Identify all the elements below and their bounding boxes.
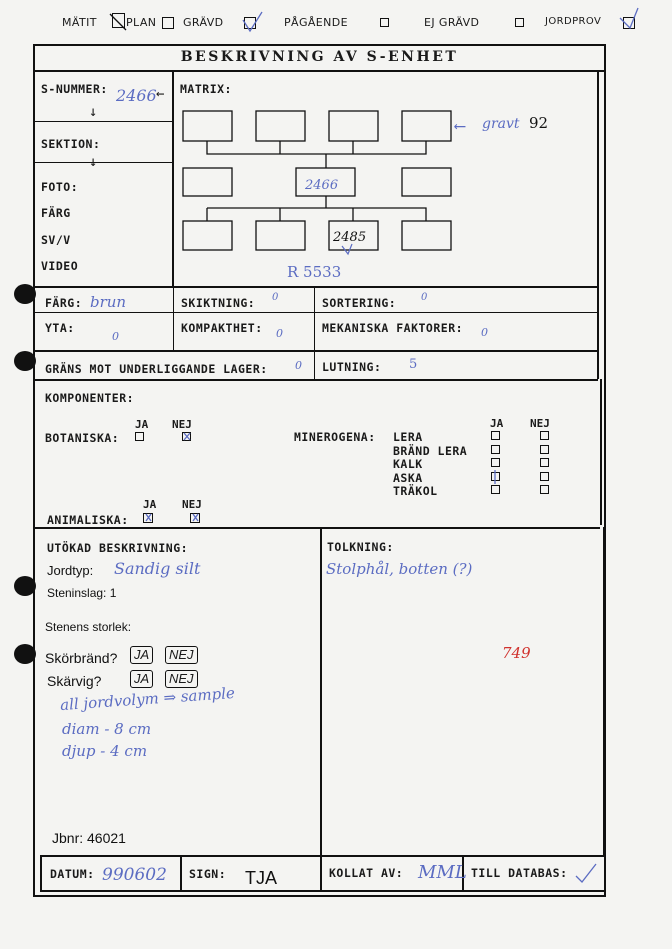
form-title: BESKRIVNING AV S-ENHET <box>180 49 459 65</box>
note-line-3: djup - 4 cm <box>62 742 148 760</box>
skorbrand-ja[interactable]: JA <box>130 646 153 664</box>
skarvig-nej[interactable]: NEJ <box>165 670 198 688</box>
ani-nej-header: NEJ <box>182 498 202 511</box>
option-jordprov: JORDPROV <box>545 16 602 27</box>
ani-ja-header: JA <box>143 498 157 511</box>
option-pagaende: PÅGÅENDE <box>284 16 349 29</box>
value-skiktning: 0 <box>272 292 279 303</box>
gravt-number: 92 <box>529 114 549 132</box>
value-sign: TJA <box>245 868 278 888</box>
divider-row-yta <box>33 312 598 313</box>
option-plan: PLAN <box>126 16 157 29</box>
min-item-aska: ASKA <box>393 471 423 485</box>
footer-divider-1 <box>180 855 182 890</box>
min-item-brand-lera: BRÄND LERA <box>393 444 468 458</box>
label-skiktning: SKIKTNING: <box>181 296 256 310</box>
min-item-lera: LERA <box>393 430 423 444</box>
check-icon <box>574 862 598 884</box>
prop-divider-2 <box>314 286 315 379</box>
value-datum: 990602 <box>102 865 167 885</box>
value-grans: 0 <box>295 359 302 372</box>
label-video: VIDEO <box>41 259 79 273</box>
jordtyp-value: Sandig silt <box>114 559 201 578</box>
label-mekaniska: MEKANISKA FAKTORER: <box>322 321 464 335</box>
label-matrix: MATRIX: <box>180 82 232 96</box>
label-botaniska: BOTANISKA: <box>45 431 120 445</box>
label-utokad: UTÖKAD BESKRIVNING: <box>47 541 189 555</box>
value-kompakthet: 0 <box>276 327 283 340</box>
divider-row-grans <box>33 350 598 352</box>
jbnr: Jbnr: 46021 <box>52 830 126 846</box>
option-gravd: GRÄVD <box>183 16 224 29</box>
value-lutning: 5 <box>409 357 418 372</box>
stenens-storlek: Stenens storlek: <box>45 620 132 634</box>
label-foto: FOTO: <box>41 180 79 194</box>
label-till-databas: TILL DATABAS: <box>471 866 568 880</box>
min-ja-header: JA <box>490 417 504 430</box>
footer-bottom-line <box>40 890 606 892</box>
utokad-tolkning-divider <box>320 527 322 855</box>
r-number: R 5533 <box>287 263 342 281</box>
arrow-down-icon: ↓ <box>89 104 98 120</box>
label-farg-left: FÄRG <box>41 206 71 220</box>
label-lutning: LUTNING: <box>322 360 382 374</box>
value-s-nummer: 2466 <box>116 86 157 105</box>
label-kollat: KOLLAT AV: <box>329 866 404 880</box>
skorbrand-nej[interactable]: NEJ <box>165 646 198 664</box>
option-matit: MÄTIT <box>62 16 97 29</box>
note-line-2: diam - 8 cm <box>62 720 152 738</box>
arrow-left-icon-2: ⟵ <box>455 116 465 135</box>
min-nej-header: NEJ <box>530 417 550 430</box>
value-mekaniska: 0 <box>481 326 488 339</box>
arrow-left-icon: ← <box>156 86 165 102</box>
label-datum: DATUM: <box>50 867 95 881</box>
bot-ja-header: JA <box>135 418 149 431</box>
tolkning-right-border <box>603 527 605 855</box>
label-sektion: SEKTION: <box>41 137 101 151</box>
skarvig-label: Skärvig? <box>47 673 102 689</box>
label-animaliska: ANIMALISKA: <box>47 513 129 527</box>
matrix-center-value: 2466 <box>305 178 339 193</box>
note-line-1: all jordvolym ⇒ sample <box>59 683 236 715</box>
punch-hole-1 <box>14 284 36 304</box>
arrow-down-icon-2: ↓ <box>89 154 98 170</box>
komponenter-marks <box>0 380 672 530</box>
footer-divider-2 <box>320 855 322 890</box>
value-farg: brun <box>90 293 127 311</box>
steninslag: Steninslag: 1 <box>47 586 117 600</box>
skorbrand-label: Skörbränd? <box>45 650 118 666</box>
tolkning-value: Stolphål, botten (?) <box>326 560 473 578</box>
footer-left-border <box>40 855 42 890</box>
bot-nej-header: NEJ <box>172 418 192 431</box>
gravt-note: gravt <box>482 116 520 132</box>
label-minerogena: MINEROGENA: <box>294 430 376 444</box>
label-farg: FÄRG: <box>45 296 83 310</box>
red-number: 749 <box>502 644 531 662</box>
min-item-kalk: KALK <box>393 457 423 471</box>
value-yta: 0 <box>112 330 119 343</box>
footer-top-line <box>40 855 606 857</box>
label-sign: SIGN: <box>189 867 227 881</box>
option-ej-gravd: EJ GRÄVD <box>424 16 480 29</box>
matrix-bottom-value: 2485 <box>333 230 367 245</box>
label-grans: GRÄNS MOT UNDERLIGGANDE LAGER: <box>45 362 268 376</box>
punch-hole-3 <box>14 576 36 596</box>
label-sv-v: SV/V <box>41 233 71 247</box>
label-komponenter: KOMPONENTER: <box>45 391 135 405</box>
punch-hole-2 <box>14 351 36 371</box>
value-sortering: 0 <box>421 292 428 303</box>
label-s-nummer: S-NUMMER: <box>41 82 108 96</box>
value-kollat: MML <box>418 862 467 883</box>
punch-hole-4 <box>14 644 36 664</box>
prop-divider-1 <box>173 286 174 350</box>
jordtyp-label: Jordtyp: <box>47 563 94 578</box>
min-item-trakol: TRÄKOL <box>393 484 438 498</box>
matrix-diagram <box>0 0 672 290</box>
label-yta: YTA: <box>45 321 75 335</box>
skarvig-ja[interactable]: JA <box>130 670 153 688</box>
label-sortering: SORTERING: <box>322 296 397 310</box>
label-kompakthet: KOMPAKTHET: <box>181 321 263 335</box>
label-tolkning: TOLKNING: <box>327 540 394 554</box>
